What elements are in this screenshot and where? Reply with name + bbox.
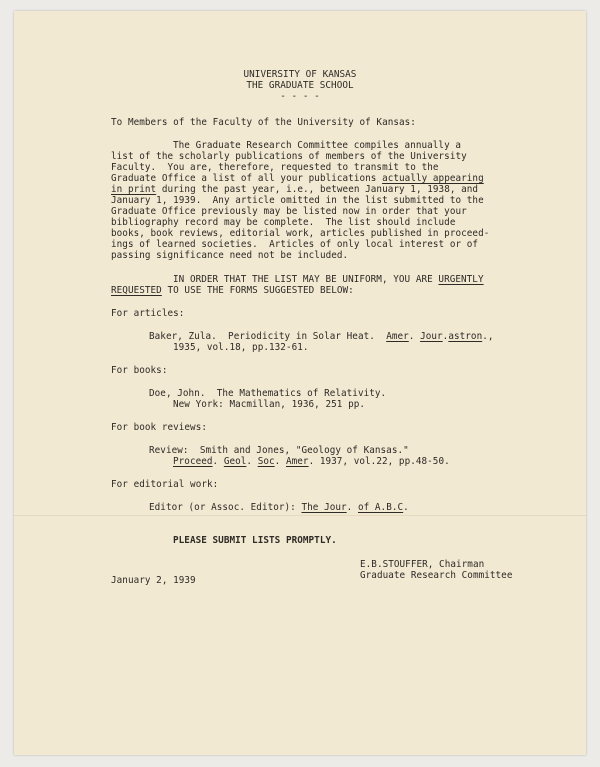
- body-line-4-text: Graduate Office a list of all your publications: [111, 173, 383, 184]
- instruction-text: IN ORDER THAT THE LIST MAY BE UNIFORM, YOU ARE: [173, 274, 439, 285]
- body-line-7: Graduate Office previously may be listed now in order that your: [111, 206, 467, 217]
- review-example-line-1: Review: Smith and Jones, "Geology of Kansas.": [149, 445, 409, 456]
- letter-date: January 2, 1939: [111, 575, 196, 586]
- review-citation: . 1937, vol.22, pp.48-50.: [308, 456, 450, 467]
- article-author-title: Baker, Zula. Periodicity in Solar Heat.: [149, 331, 387, 342]
- emphasis-requested: REQUESTED: [111, 285, 162, 296]
- articles-label: For articles:: [111, 308, 185, 319]
- body-line-9: books, book reviews, editorial work, articles published in proceed-: [111, 228, 490, 239]
- instruction-line-2: [111, 286, 354, 297]
- journal-abbr-jour: Jour: [420, 331, 443, 342]
- body-line-11: passing significance need not be included.: [111, 250, 349, 261]
- emphasis-urgently: URGENTLY: [438, 274, 484, 285]
- punct: .: [408, 331, 421, 342]
- article-example-line-2: 1935, vol.18, pp.132-61.: [173, 342, 309, 353]
- salutation: To Members of the Faculty of the University of Kansas:: [111, 117, 416, 128]
- abbr-of-abc: of A.B.C: [357, 502, 404, 513]
- review-example-line-2: [173, 457, 450, 468]
- abbr-soc: Soc: [257, 456, 275, 467]
- journal-abbr-amer: Amer: [386, 331, 409, 342]
- letter-page: [14, 11, 586, 755]
- school-heading: THE GRADUATE SCHOOL: [246, 80, 354, 91]
- punct: .: [403, 502, 409, 513]
- article-example-line-1: [149, 332, 494, 343]
- punct: .: [212, 456, 224, 467]
- emphasis-actually-appearing: actually appearing: [382, 173, 484, 184]
- body-line-8: bibliography record may be complete. The list should include: [111, 217, 456, 228]
- body-line-3: Faculty. You are, therefore, requested to transmit to the: [111, 162, 439, 173]
- books-label: For books:: [111, 365, 168, 376]
- instruction-text-2: TO USE THE FORMS SUGGESTED BELOW:: [161, 285, 354, 296]
- editorial-label: For editorial work:: [111, 479, 219, 490]
- body-line-6: January 1, 1939. Any article omitted in the list submitted to the: [111, 195, 484, 206]
- abbr-geol: Geol: [223, 456, 247, 467]
- abbr-the-jour: The Jour: [301, 502, 347, 513]
- editorial-role: Editor (or Assoc. Editor):: [149, 502, 302, 513]
- journal-abbr-astron: astron: [448, 331, 483, 342]
- body-line-5-text: during the past year, i.e., between January 1, 1938, and: [156, 184, 479, 195]
- heading-divider: - - - -: [280, 91, 320, 102]
- signer-title: Graduate Research Committee: [360, 570, 513, 581]
- body-line-10: ings of learned societies. Articles of only local interest or of: [111, 239, 479, 250]
- instruction-line-1: [173, 275, 484, 286]
- university-heading: UNIVERSITY OF KANSAS: [243, 69, 357, 80]
- closing-request: PLEASE SUBMIT LISTS PROMPTLY.: [173, 535, 337, 546]
- punct: .: [246, 456, 258, 467]
- editorial-example: [149, 503, 409, 514]
- punct: .,: [482, 331, 494, 342]
- punct: .: [346, 502, 358, 513]
- body-line-5: [111, 185, 478, 196]
- punct: .: [274, 456, 286, 467]
- abbr-amer: Amer: [285, 456, 309, 467]
- punct: .: [442, 331, 449, 342]
- reviews-label: For book reviews:: [111, 422, 208, 433]
- book-example-line-1: Doe, John. The Mathematics of Relativity.: [149, 388, 387, 399]
- body-line-4: [111, 174, 484, 185]
- body-line-2: list of the scholarly publications of members of the University: [111, 151, 467, 162]
- abbr-proceed: Proceed: [173, 456, 213, 467]
- body-line-1: The Graduate Research Committee compiles annually a: [173, 140, 462, 151]
- signer-name: E.B.STOUFFER, Chairman: [360, 559, 485, 570]
- book-example-line-2: New York: Macmillan, 1936, 251 pp.: [173, 399, 366, 410]
- emphasis-in-print: in print: [111, 184, 157, 195]
